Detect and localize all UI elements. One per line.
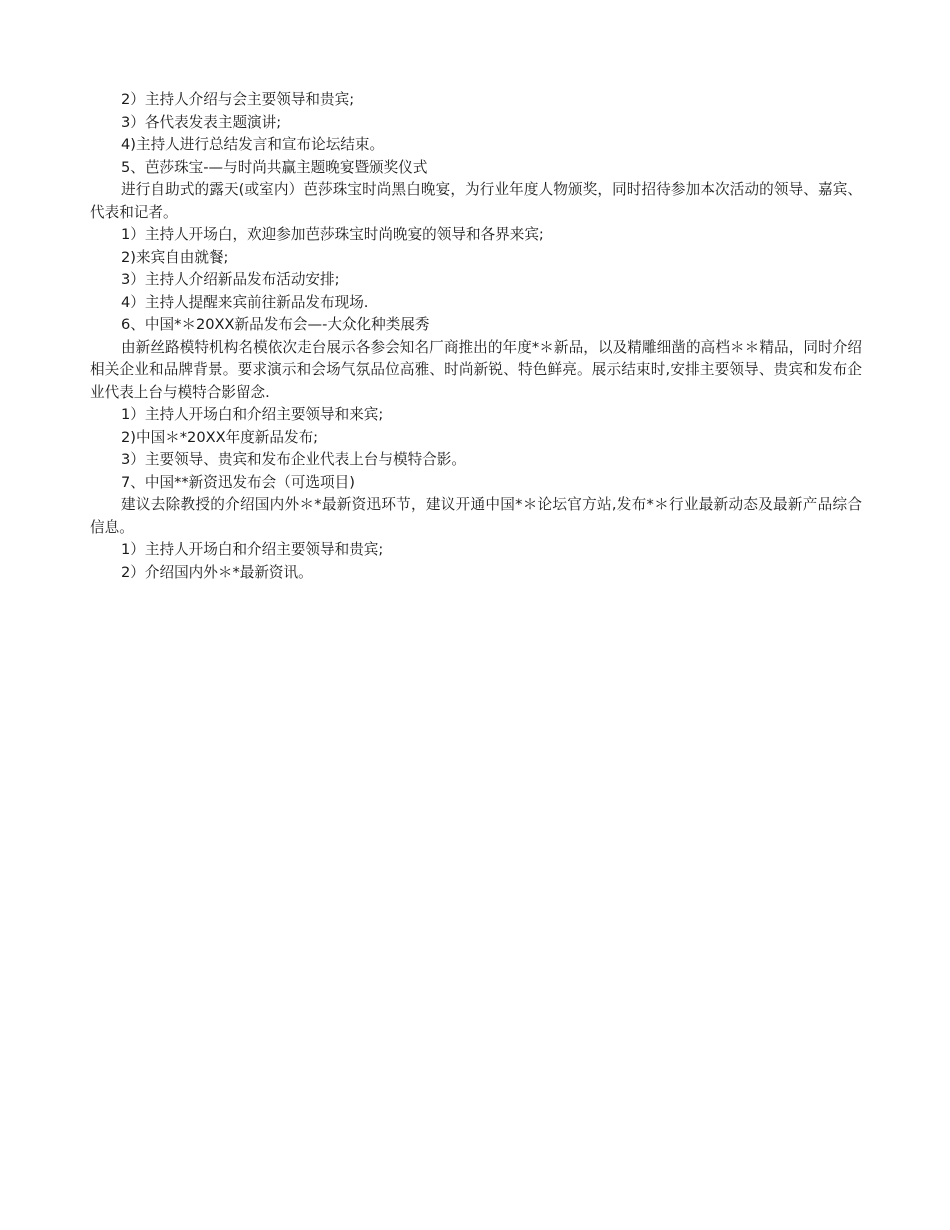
document-body — [90, 89, 862, 584]
paragraph-step-2-introduce-guests: 2）主持人介绍与会主要领导和贵宾; — [121, 91, 355, 108]
paragraph-gala-description: 进行自助式的露天(或室内）芭莎珠宝时尚黑白晚宴，为行业年度人物颁奖，同时招待参加本次活动的领导、嘉宾、代表和记者。 — [90, 181, 862, 221]
paragraph-gala-step-4: 4）主持人提醒来宾前往新品发布现场. — [121, 293, 369, 311]
paragraph-launch-step-3: 3）主要领导、贵宾和发布企业代表上台与模特合影。 — [121, 451, 466, 468]
paragraph-news-description: 建议去除教授的介绍国内外＊*最新资迅环节，建议开通中国*＊论坛官方站,发布*＊行业最新动态及最新产品综合信息。 — [90, 496, 862, 536]
section-heading-6-product-launch: 6、中国*＊20XX新品发布会—-大众化种类展秀 — [121, 316, 430, 333]
paragraph-gala-step-1: 1）主持人开场白，欢迎参加芭莎珠宝时尚晚宴的领导和各界来宾; — [121, 226, 544, 243]
paragraph-news-step-1: 1）主持人开场白和介绍主要领导和贵宾; — [121, 541, 384, 558]
paragraph-news-step-2: 2）介绍国内外＊*最新资讯。 — [121, 563, 313, 581]
section-heading-7-news-release: 7、中国**新资迅发布会（可选项目) — [121, 473, 355, 491]
paragraph-launch-step-1: 1）主持人开场白和介绍主要领导和来宾; — [121, 406, 384, 423]
paragraph-step-3-keynotes: 3）各代表发表主题演讲; — [121, 113, 282, 131]
paragraph-step-4-forum-close: 4)主持人进行总结发言和宣布论坛结束。 — [121, 136, 385, 153]
section-heading-5-gala: 5、芭莎珠宝-—与时尚共赢主题晚宴暨颁奖仪式 — [121, 158, 428, 176]
paragraph-launch-description: 由新丝路模特机构名模依次走台展示各参会知名厂商推出的年度*＊新品，以及精雕细凿的高档＊＊精品，同时介绍相关企业和品牌背景。要求演示和会场气氛品位高雅、时尚新锐、特色鲜亮。展示结束时,安排主要领导、贵宾和发布企业代表上台与模特合影留念. — [90, 338, 862, 401]
paragraph-gala-step-2: 2)来宾自由就餐; — [121, 248, 229, 266]
paragraph-launch-step-2: 2)中国＊*20XX年度新品发布; — [121, 428, 319, 446]
paragraph-gala-step-3: 3）主持人介绍新品发布活动安排; — [121, 271, 340, 288]
